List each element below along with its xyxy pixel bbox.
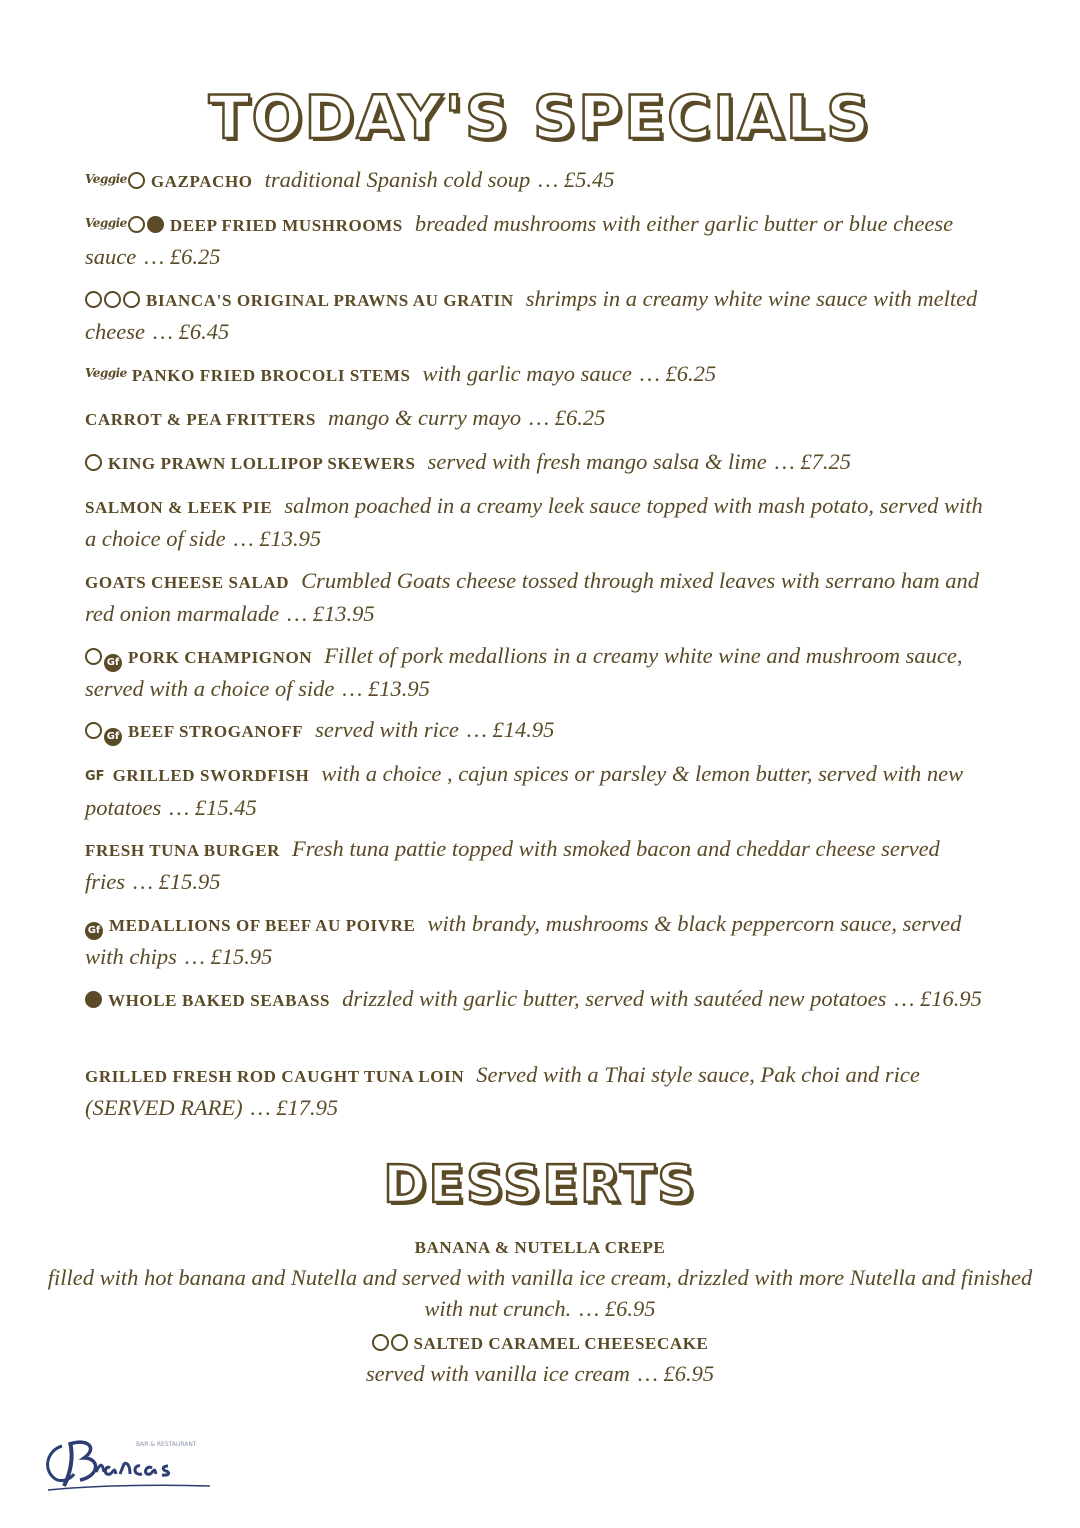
crustacean-icon (123, 291, 140, 308)
dessert-item (40, 1330, 1040, 1389)
allergen-badges (85, 164, 147, 195)
menu-item (85, 446, 985, 479)
milk-icon (85, 722, 102, 739)
dessert-price: … £6.95 (579, 1296, 656, 1321)
dessert-description-line (40, 1262, 1040, 1324)
dessert-description: filled with hot banana and Nutella and served with vanilla ice cream, drizzled with more Nutella and finished with nut crunch. (47, 1265, 1033, 1321)
menu-item (85, 565, 985, 629)
allergen-badges (85, 714, 124, 746)
menu-item-name: GRILLED FRESH ROD CAUGHT TUNA LOIN (85, 1067, 465, 1086)
menu-item-price: … £15.95 (133, 869, 221, 894)
crustacean-icon (85, 454, 102, 471)
menu-item (85, 983, 985, 1016)
menu-item-price: … £7.25 (774, 449, 852, 474)
menu-item (85, 640, 985, 704)
dessert-heading-line (40, 1234, 1040, 1262)
desserts-heading: DESSERTS (383, 1155, 697, 1215)
menu-item (85, 490, 985, 554)
menu-item-name: GAZPACHO (150, 172, 253, 191)
egg-icon (147, 216, 164, 233)
menu-item-name: PANKO FRIED BROCOLI STEMS (131, 366, 411, 385)
gluten-icon (372, 1334, 389, 1351)
menu-item-price: … £6.25 (529, 405, 606, 430)
menu-item-description: shrimps in a creamy white wine sauce with melted cheese (85, 286, 978, 344)
menu-item-description: with garlic mayo sauce (422, 361, 632, 386)
menu-item-price: … £13.95 (342, 676, 430, 701)
menu-item-description: served with fresh mango salsa & lime (427, 449, 767, 474)
logo-tagline: BAR & RESTAURANT (136, 1441, 197, 1448)
menu-item-description: served with rice (315, 717, 459, 742)
gluten-icon (104, 291, 121, 308)
menu-item-price: … £6.25 (639, 361, 717, 386)
menu-item (85, 833, 985, 897)
menu-item (85, 164, 985, 197)
fish-icon (85, 991, 102, 1008)
menu-item (85, 908, 985, 972)
menu-item-description: with a choice , cajun spices or parsley & lemon butter, served with new potatoes (85, 761, 964, 820)
menu-item-price: … £6.25 (144, 244, 221, 269)
menu-item (85, 358, 985, 391)
menu-item-name: DEEP FRIED MUSHROOMS (169, 216, 403, 235)
menu-item-name: WHOLE BAKED SEABASS (108, 991, 331, 1010)
menu-item-description: traditional Spanish cold soup (264, 167, 531, 192)
menu-item-price: … £17.95 (250, 1095, 339, 1120)
menu-item-price: … £13.95 (233, 526, 322, 551)
dessert-heading-line (40, 1330, 1040, 1358)
gluten-free-icon: Gf (104, 654, 122, 672)
allergen-badges (372, 1330, 410, 1358)
menu-item-name: CARROT & PEA FRITTERS (85, 410, 316, 429)
specials-heading: TODAY'S SPECIALS (208, 83, 872, 153)
gluten-icon (128, 216, 145, 233)
menu-item-description: salmon poached in a creamy leek sauce topped with mash potato, served with a choice of side (85, 493, 983, 551)
allergen-badges (85, 283, 142, 314)
menu-item-price: … £6.45 (152, 319, 230, 344)
menu-item-name: MEDALLIONS OF BEEF AU POIVRE (109, 916, 416, 935)
menu-item-name: GRILLED SWORDFISH (112, 766, 310, 785)
allergen-badges (85, 446, 104, 477)
menu-item-price: … £13.95 (287, 601, 375, 626)
gf-text-badge: GF (85, 769, 105, 784)
menu-item-price: … £15.95 (184, 944, 273, 969)
menu-item-price: … £5.45 (538, 167, 615, 192)
gluten-icon (128, 172, 145, 189)
veggie-badge: Veggie (85, 366, 127, 380)
dessert-description-line (40, 1358, 1040, 1389)
dessert-description: served with vanilla ice cream (365, 1361, 630, 1386)
gluten-free-icon: Gf (104, 728, 122, 746)
menu-item-description: Served with a Thai style sauce, Pak choi and rice (SERVED RARE) (85, 1062, 920, 1120)
gluten-free-icon: Gf (85, 922, 103, 940)
menu-item-name: KING PRAWN LOLLIPOP SKEWERS (108, 454, 416, 473)
dessert-item (40, 1234, 1040, 1324)
dessert-name: BANANA & NUTELLA CREPE (414, 1238, 666, 1257)
menu-item-description: mango & curry mayo (327, 405, 522, 430)
allergen-badges (85, 983, 104, 1014)
dessert-name: SALTED CARAMEL CHEESECAKE (413, 1334, 709, 1353)
allergen-badges (85, 208, 166, 239)
menu-item (85, 758, 985, 823)
allergen-badges (85, 758, 109, 792)
menu-item-price: … £16.95 (894, 986, 982, 1011)
menu-item-description: drizzled with garlic butter, served with sautéed new potatoes (342, 986, 887, 1011)
menu-item (85, 283, 985, 347)
veggie-badge: Veggie (85, 216, 127, 230)
menu-item (85, 208, 985, 272)
menu-item (85, 402, 985, 435)
milk-icon (391, 1334, 408, 1351)
menu-item-description: Fresh tuna pattie topped with smoked bacon and cheddar cheese served fries (85, 836, 940, 894)
dessert-price: … £6.95 (637, 1361, 715, 1386)
desserts-list (40, 1234, 1040, 1395)
menu-item-description: Fillet of pork medallions in a creamy white wine and mushroom sauce, served with a choice of side (85, 643, 963, 701)
menu-item-description: with brandy, mushrooms & black peppercorn sauce, served with chips (85, 911, 962, 969)
menu-item-name: BEEF STROGANOFF (128, 722, 304, 741)
menu-item (85, 1059, 985, 1123)
menu-item-name: FRESH TUNA BURGER (85, 841, 281, 860)
veggie-badge: Veggie (85, 172, 127, 186)
menu-item (85, 714, 985, 747)
menu-item-price: … £14.95 (466, 717, 555, 742)
milk-icon (85, 291, 102, 308)
menu-item-name: SALMON & LEEK PIE (85, 498, 273, 517)
allergen-badges (85, 640, 124, 672)
milk-icon (85, 648, 102, 665)
menu-item-name: GOATS CHEESE SALAD (85, 573, 290, 592)
menu-item-description: breaded mushrooms with either garlic butter or blue cheese sauce (85, 211, 954, 269)
menu-item-description: Crumbled Goats cheese tossed through mixed leaves with serrano ham and red onion marmalade (85, 568, 979, 626)
menu-item-name: BIANCA'S ORIGINAL PRAWNS AU GRATIN (146, 291, 514, 310)
menu-item-price: … £15.45 (169, 795, 257, 820)
menu-item-name: PORK CHAMPIGNON (128, 648, 313, 667)
allergen-badges (85, 358, 128, 389)
biancas-logo (40, 1428, 220, 1498)
allergen-badges (85, 908, 105, 940)
